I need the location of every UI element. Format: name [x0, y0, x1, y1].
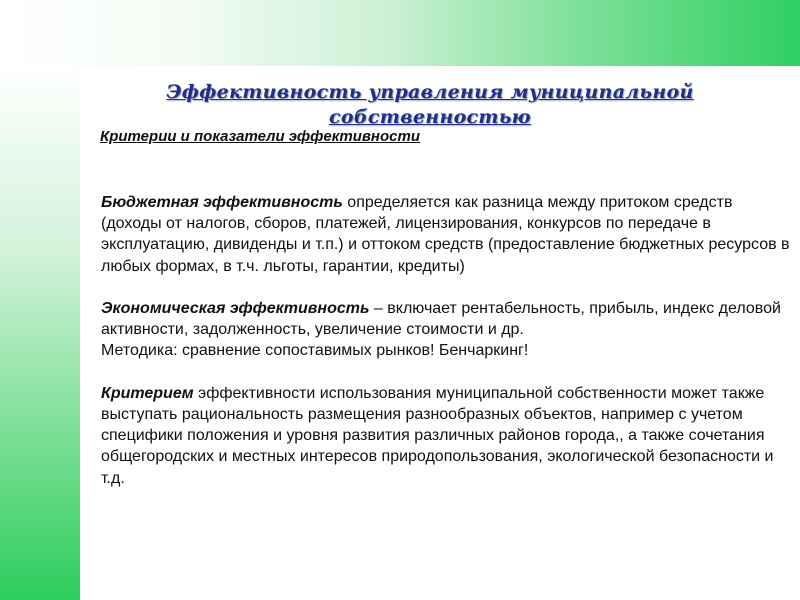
budget-term: Бюджетная эффективность — [101, 194, 343, 211]
method-line: Методика: сравнение сопоставимых рынков! Бенчаркинг! — [101, 342, 529, 360]
criterion-paragraph — [101, 383, 791, 489]
slide-subtitle: Критерии и показатели эффективности — [100, 128, 420, 145]
slide-body — [101, 192, 791, 489]
paragraph-gap — [101, 277, 791, 298]
criterion-term: Критерием — [101, 384, 194, 402]
budget-text: определяется как разница между притоком средств (доходы от налогов, сборов, платежей, лицензирования, конкурсов по передаче в эксплуатацию, дивиденды и т.п.) и оттоком средств (предоставление бюджетных ресурсов в любых формах, в т.ч. льготы, гарантии, кредиты) — [101, 194, 790, 275]
top-gradient-band — [0, 0, 800, 66]
economic-term: Экономическая эффективность — [101, 300, 370, 317]
economic-text: – включает рентабельность, прибыль, индекс деловой активности, задолженность, увеличение стоимости и др. — [101, 300, 781, 339]
left-gradient-band — [0, 66, 80, 600]
budget-paragraph — [101, 192, 791, 277]
criterion-text: эффективности использования муниципальной собственности может также выступать рациональность размещения разнообразных объектов, например с учетом специфики положения и уровня развития различных районов города,, а также сочетания общегородских и местных интересов природопользования, экологической безопасности и т.д. — [101, 384, 774, 487]
paragraph-gap — [101, 362, 791, 383]
economic-paragraph — [101, 298, 791, 340]
slide-title: Эффективность управления муниципальной собственностью — [166, 81, 694, 128]
